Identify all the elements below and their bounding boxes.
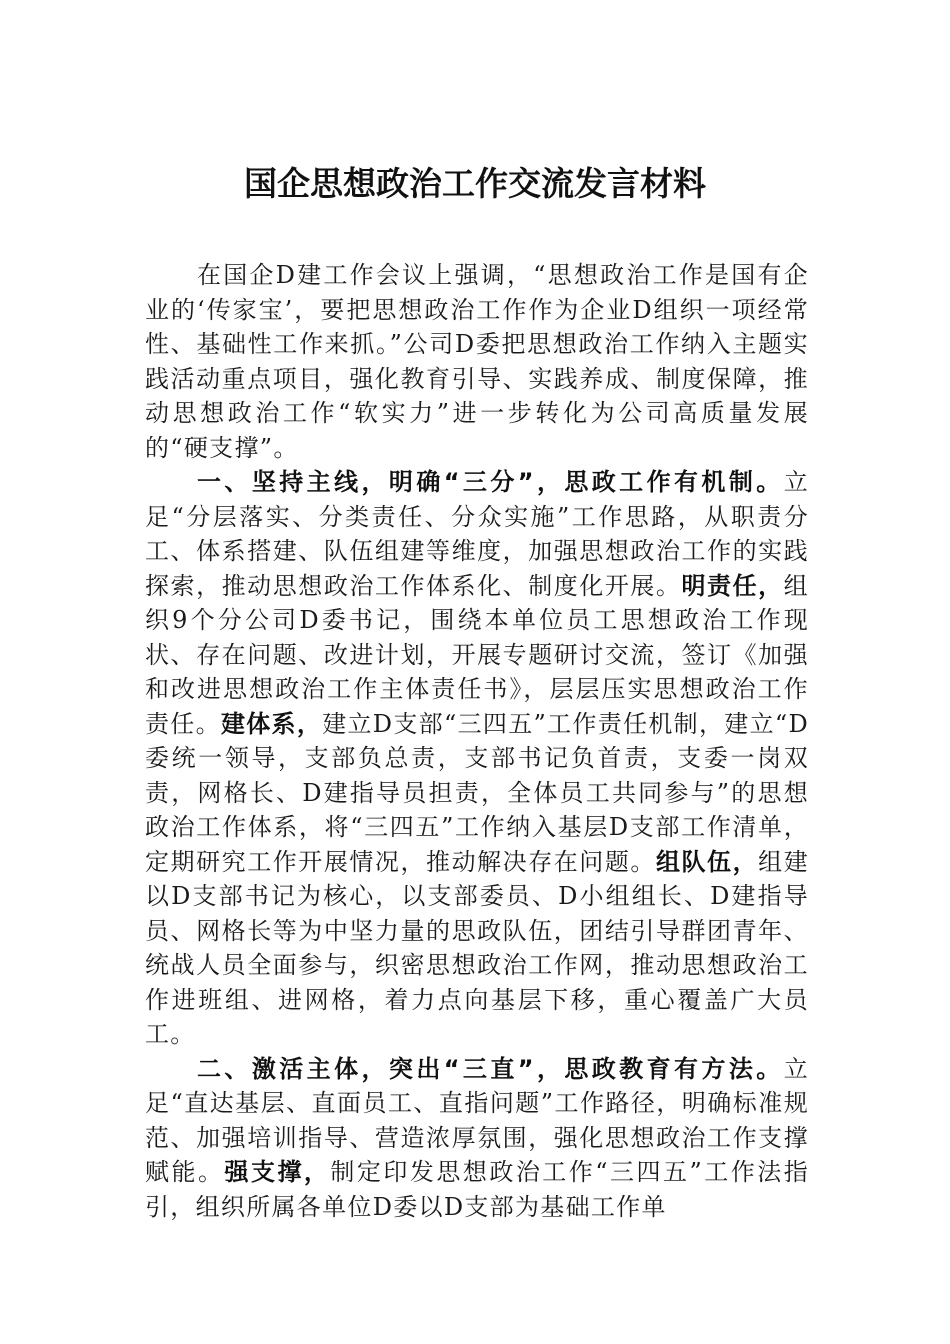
- section-1-text-3: 组建以D支部书记为核心，以支部委员、D小组组长、D建指导员、网格长等为中坚力量的思政队伍，团结引导群团青年、统战人员全面参与，织密思想政治工作网，推动思想政治工作进班组、进网格，着力点向基层下移，重心覆盖广大员工。: [145, 847, 810, 1048]
- section-1-text-2: 建立D支部“三四五”工作责任机制，建立“D委统一领导，支部负总责，支部书记负首责，支委一岗双责，网格长、D建指导员担责，全体员工共同参与”的思想政治工作体系，将“三四五”工作纳入基层D支部工作清单，定期研究工作开展情况，推动解决存在问题。: [145, 709, 809, 876]
- section-2-lead: 立足“直达基层、直面员工、直指问题”工作路径，明确标准规范、加强培训指导、营造浓厚氛围，强化思想政治工作支撑赋能。: [145, 1054, 809, 1186]
- document-body: [145, 258, 809, 1224]
- keyword-jian-tixi: 建体系，: [220, 709, 323, 738]
- section-2-heading: 二、激活主体，突出“三直”，思政教育有方法。: [197, 1054, 784, 1083]
- section-2-text-1: 制定印发思想政治工作“三四五”工作法指引，组织所属各单位D委以D支部为基础工作单: [145, 1158, 810, 1221]
- keyword-qiang-zhicheng: 强支撑，: [224, 1158, 331, 1186]
- section-1-heading: 一、坚持主线，明确“三分”，思政工作有机制。: [197, 468, 784, 496]
- keyword-zu-duiwu: 组队伍，: [655, 847, 759, 876]
- section-1-text-1: 组织9个分公司D委书记，围绕本单位员工思想政治工作现状、存在问题、改进计划，开展专题研讨交流，签订《加强和改进思想政治工作主体责任书》，层层压实思想政治工作责任。: [145, 571, 809, 738]
- intro-paragraph: 在国企D建工作会议上强调，“思想政治工作是国有企业的‘传家宝’，要把思想政治工作作为企业D组织一项经常性、基础性工作来抓。”公司D委把思想政治工作纳入主题实践活动重点项目，强化教育引导、实践养成、制度保障，推动思想政治工作“软实力”进一步转化为公司高质量发展的“硬支撑”。: [145, 261, 809, 462]
- document-title: 国企思想政治工作交流发言材料: [244, 164, 706, 203]
- section-1-paragraph: [145, 465, 809, 1052]
- keyword-ming-zeren: 明责任，: [681, 571, 784, 600]
- section-2-paragraph: [145, 1052, 809, 1225]
- section-1-lead: 立足“分层落实、分类责任、分众实施”工作思路，从职责分工、体系搭建、队伍组建等维度，加强思想政治工作的实践探索，推动思想政治工作体系化、制度化开展。: [145, 468, 809, 600]
